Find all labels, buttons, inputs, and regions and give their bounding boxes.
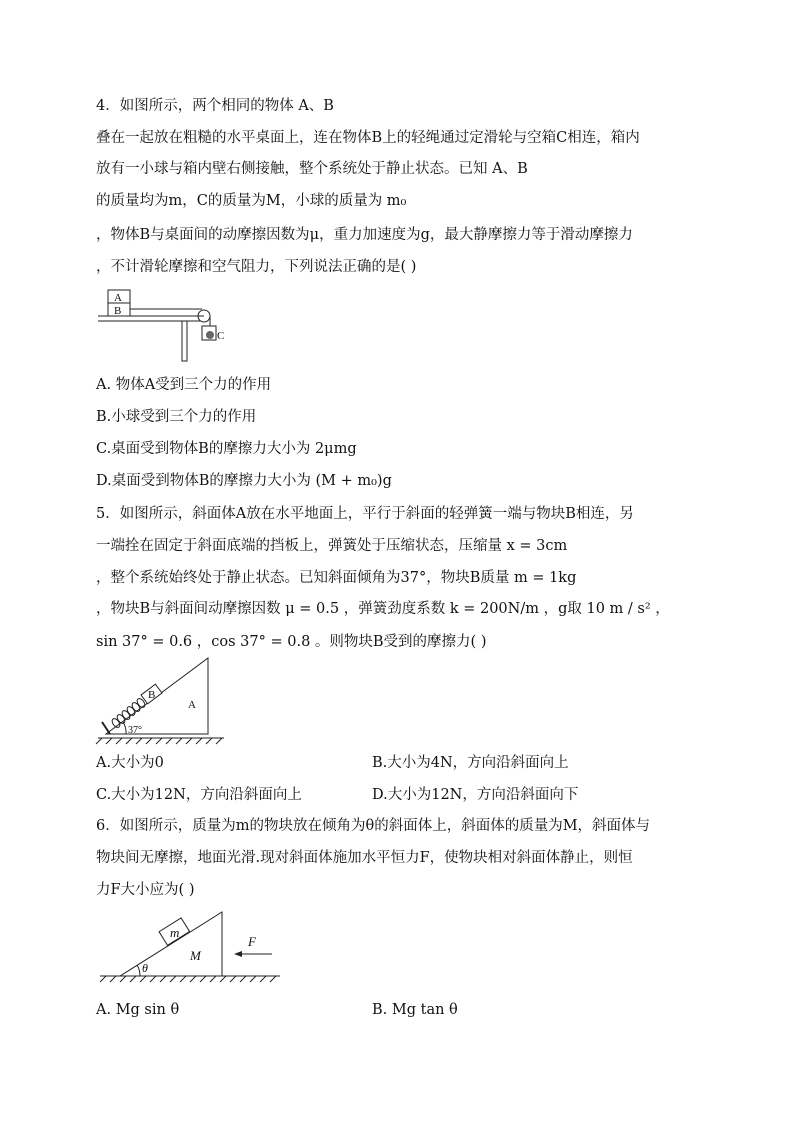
q4-line-3: 放有一小球与箱内壁右侧接触，整个系统处于静止状态。已知 A、B [96,161,528,177]
q6-label-m: m [170,925,180,940]
q5-label-b: B [148,689,156,701]
q5-line-1: 5．如图所示，斜面体A放在水平地面上，平行于斜面的轻弹簧一端与物块B相连，另 [96,506,634,522]
q4-option-b: B.小球受到三个力的作用 [96,409,257,425]
q4-line-5: ，物体B与桌面间的动摩擦因数为μ，重力加速度为g，最大静摩擦力等于滑动摩擦力 [96,227,633,243]
q6-line-2: 物块间无摩擦，地面光滑.现对斜面体施加水平恒力F，使物块相对斜面体静止，则恒 [96,850,633,866]
q4-label-a: A [114,292,122,304]
q6-label-M: M [190,948,201,963]
q4-option-a: A. 物体A受到三个力的作用 [96,377,272,393]
q5-line-3: ，整个系统始终处于静止状态。已知斜面倾角为37°，物块B质量 m = 1kg [96,570,577,586]
q4-option-d: D.桌面受到物体B的摩擦力大小为 (M + m₀)g [96,473,392,489]
q6-option-b: B. Mg tan θ [372,1002,458,1018]
q4-line-4: 的质量均为m，C的质量为M，小球的质量为 m₀ [96,193,407,209]
q4-label-b: B [114,305,122,317]
q4-figure-pulley-system [96,288,236,368]
q4-option-c: C.桌面受到物体B的摩擦力大小为 2μmg [96,441,357,457]
q6-line-3: 力F大小应为( ) [96,882,195,898]
q5-label-a: A [188,699,196,711]
q6-line-1: 6．如图所示，质量为m的物块放在倾角为θ的斜面体上，斜面体的质量为M，斜面体与 [96,818,651,834]
q5-option-c: C.大小为12N，方向沿斜面向上 [96,787,302,803]
q6-option-a: A. Mg sin θ [96,1002,180,1018]
q5-option-a: A.大小为0 [96,755,164,771]
q5-label-angle: 37° [128,725,142,736]
q5-line-2: 一端拴在固定于斜面底端的挡板上，弹簧处于压缩状态，压缩量 x = 3cm [96,538,568,554]
q6-label-theta: θ [142,961,148,975]
q4-line-2: 叠在一起放在粗糙的水平桌面上，连在物体B上的轻绳通过定滑轮与空箱C相连，箱内 [96,130,640,146]
q4-line-6: ，不计滑轮摩擦和空气阻力，下列说法正确的是( ) [96,259,417,275]
q5-option-b: B.大小为4N，方向沿斜面向上 [372,755,569,771]
q4-label-c: C [217,330,225,342]
q5-line-4: ，物块B与斜面间动摩擦因数 μ = 0.5 ，弹簧劲度系数 k = 200N/m ，g取 10 m / s² ， [96,601,670,617]
q5-line-5: sin 37° = 0.6 ，cos 37° = 0.8 。则物块B受到的摩擦力( ) [96,634,487,650]
q4-line-1: 4．如图所示，两个相同的物体 A、B [96,98,334,114]
q6-figure-incline-force [96,906,286,986]
q6-label-F: F [248,934,256,949]
q5-figure-incline-spring [96,656,236,746]
q5-option-d: D.大小为12N，方向沿斜面向下 [372,787,579,803]
